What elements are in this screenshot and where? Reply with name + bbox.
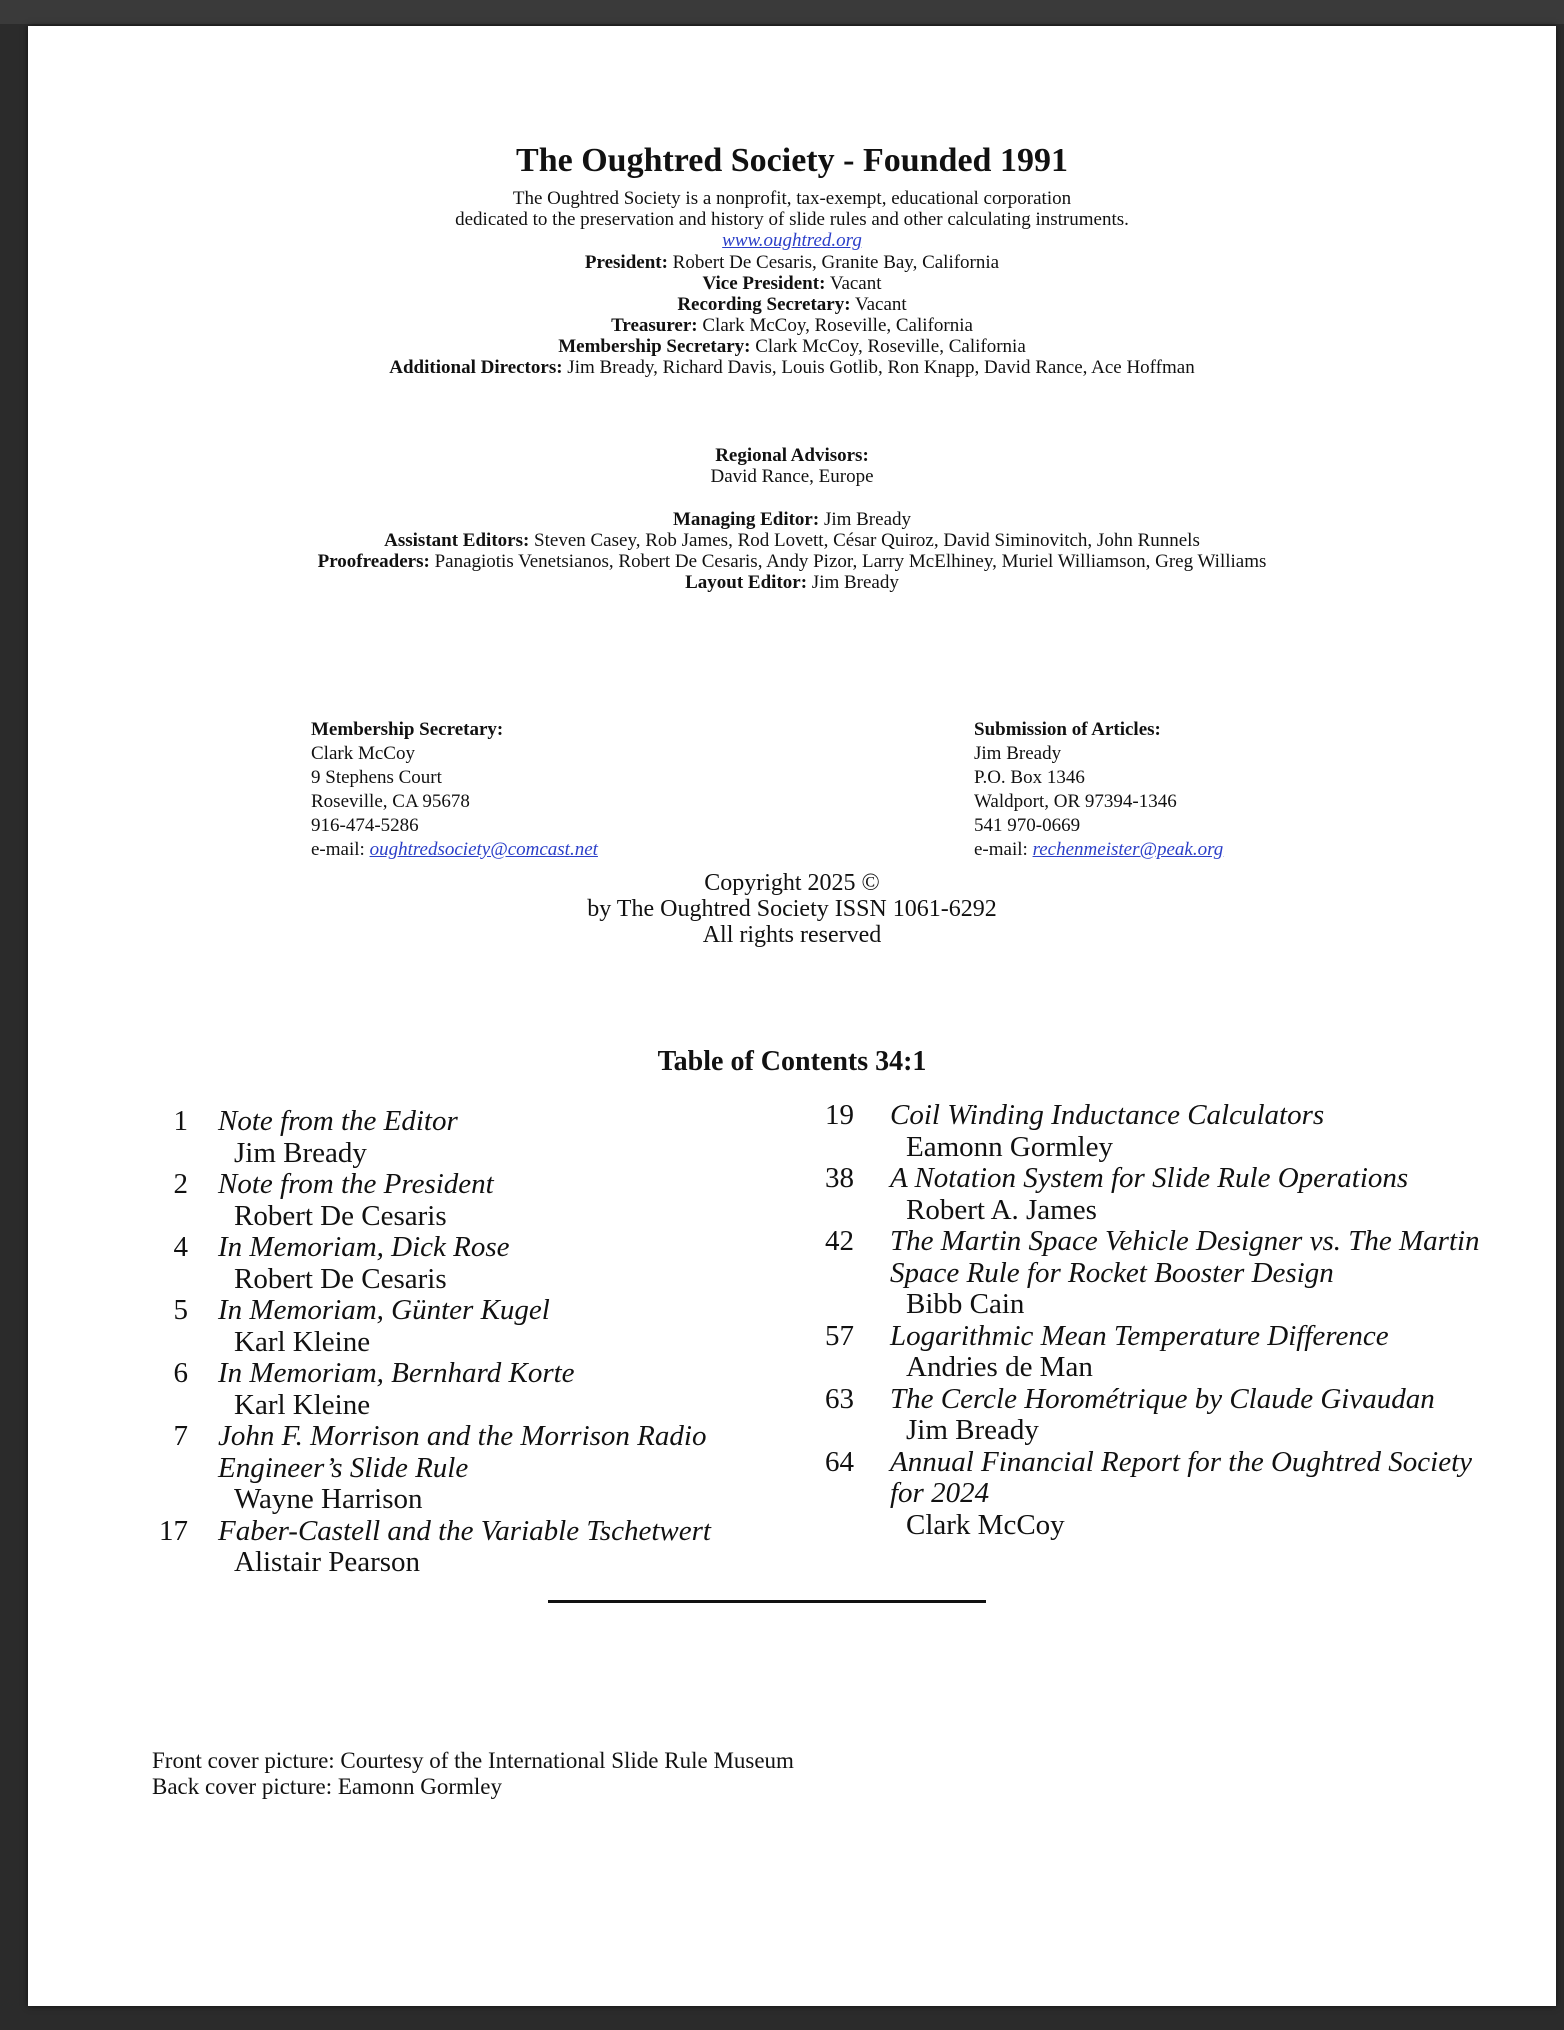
toc-article-author: Alistair Pearson (234, 1546, 421, 1578)
toc-title: Table of Contents 34:1 (657, 1046, 927, 1077)
toc-entry[interactable] (136, 1169, 756, 1232)
toc-article-author: Clark McCoy (906, 1508, 1065, 1541)
editor-row-label: Layout Editor: (685, 572, 808, 593)
submission-heading: Submission of Articles: (974, 719, 1161, 740)
officer-row-label: President: (584, 252, 668, 273)
toc-article-author: Robert De Cesaris (234, 1199, 447, 1232)
toc-article-author: Wayne Harrison (234, 1483, 423, 1515)
toc-article-title: The Martin Space Vehicle Designer vs. The Martin Space Rule for Rocket Booster Design (890, 1225, 1480, 1289)
officer-row (28, 357, 1556, 378)
page-title: The Oughtred Society - Founded 1991 (516, 142, 1068, 179)
viewer-top-bar (0, 0, 1564, 24)
toc-article-author: Jim Bready (906, 1414, 1039, 1446)
toc-page-number: 6 (173, 1357, 188, 1389)
society-description (28, 188, 1556, 251)
toc-article-title: In Memoriam, Bernhard Korte (218, 1357, 575, 1389)
toc-page-number: 17 (159, 1514, 188, 1547)
officer-row (28, 315, 1556, 336)
toc-page-number: 7 (173, 1420, 188, 1452)
submission-city: Waldport, OR 97394-1346 (974, 791, 1177, 812)
toc-entry[interactable] (812, 1384, 1492, 1447)
officer-row-label: Treasurer: (611, 315, 698, 336)
editor-row-label: Proofreaders: (317, 551, 430, 572)
copyright-line-2: by The Oughtred Society ISSN 1061-6292 (587, 896, 997, 922)
membership-phone: 916-474-5286 (311, 815, 419, 836)
toc-page-number: 42 (825, 1225, 854, 1257)
officer-row (28, 294, 1556, 315)
advisors-value: David Rance, Europe (710, 466, 874, 487)
editor-row-value: Panagiotis Venetsianos, Robert De Cesaris, Andy Pizor, Larry McElhiney, Muriel Williamson, Greg Williams (434, 551, 1267, 572)
officer-row-value: Clark McCoy, Roseville, California (702, 315, 973, 336)
toc-entry[interactable] (812, 1100, 1492, 1163)
toc-article-title: In Memoriam, Günter Kugel (218, 1294, 550, 1326)
toc-article-title: Note from the Editor (218, 1105, 458, 1137)
toc-page-number: 5 (173, 1294, 188, 1326)
toc-page-number: 38 (825, 1162, 854, 1194)
toc-page-number: 63 (825, 1382, 854, 1415)
submission-contact (974, 718, 1223, 862)
editor-row (28, 572, 1556, 593)
officer-row-value: Jim Bready, Richard Davis, Louis Gotlib, Ron Knapp, David Rance, Ace Hoffman (567, 357, 1195, 378)
toc-article-author: Robert A. James (906, 1193, 1097, 1226)
submission-email-link[interactable]: rechenmeister@peak.org (1032, 839, 1224, 860)
membership-street: 9 Stephens Court (311, 767, 442, 788)
officer-row (28, 252, 1556, 273)
officer-row-value: Clark McCoy, Roseville, California (755, 336, 1026, 357)
toc-article-title: A Notation System for Slide Rule Operations (890, 1162, 1409, 1194)
membership-city: Roseville, CA 95678 (311, 791, 470, 812)
toc-page-number: 64 (825, 1445, 854, 1478)
toc-page-number: 4 (173, 1231, 188, 1263)
officer-row-value: Vacant (829, 273, 882, 294)
toc-page-number: 57 (825, 1319, 854, 1352)
copyright-block (28, 870, 1556, 948)
editor-row-label: Managing Editor: (672, 509, 820, 530)
toc-page-number: 2 (173, 1168, 188, 1200)
toc-entry[interactable] (136, 1516, 756, 1579)
toc-entry[interactable] (812, 1226, 1492, 1321)
officer-row (28, 336, 1556, 357)
editor-row (28, 509, 1556, 530)
description-line-1: The Oughtred Society is a nonprofit, tax-exempt, educational corporation (512, 188, 1072, 209)
editor-row (28, 551, 1556, 572)
editor-row (28, 530, 1556, 551)
officer-row-label: Membership Secretary: (558, 336, 751, 357)
regional-advisors (28, 445, 1556, 487)
toc-article-author: Jim Bready (234, 1136, 367, 1169)
toc-article-author: Bibb Cain (906, 1288, 1025, 1320)
toc-page-number: 1 (173, 1105, 188, 1137)
officer-row (28, 273, 1556, 294)
toc-entry[interactable] (136, 1295, 756, 1358)
toc-entry[interactable] (136, 1232, 756, 1295)
advisors-label: Regional Advisors: (715, 445, 869, 466)
toc-page-number: 19 (825, 1099, 854, 1131)
toc-entry[interactable] (812, 1321, 1492, 1384)
toc-entry[interactable] (812, 1447, 1492, 1542)
toc-entry[interactable] (812, 1163, 1492, 1226)
editor-row-value: Jim Bready (823, 509, 912, 530)
submission-phone: 541 970-0669 (974, 815, 1081, 836)
toc-right-column (812, 1100, 1492, 1541)
divider-rule (548, 1600, 986, 1603)
toc-left-column (136, 1106, 756, 1579)
membership-email-label: e-mail: (311, 839, 370, 860)
back-cover-credit: Back cover picture: Eamonn Gormley (152, 1774, 502, 1799)
toc-article-title: Coil Winding Inductance Calculators (890, 1099, 1325, 1131)
editor-row-value: Steven Casey, Rob James, Rod Lovett, César Quiroz, David Siminovitch, John Runnels (534, 530, 1200, 551)
officer-row-value: Vacant (854, 294, 907, 315)
editor-row-value: Jim Bready (811, 572, 899, 593)
copyright-line-1: Copyright 2025 © (704, 870, 880, 896)
copyright-line-3: All rights reserved (702, 922, 882, 948)
description-line-2: dedicated to the preservation and history of slide rules and other calculating instruments. (455, 209, 1129, 230)
officer-row-value: Robert De Cesaris, Granite Bay, California (672, 252, 1000, 273)
toc-article-title: In Memoriam, Dick Rose (218, 1231, 510, 1263)
editor-row-label: Assistant Editors: (384, 530, 530, 551)
toc-entry[interactable] (136, 1421, 756, 1516)
officer-row-label: Additional Directors: (389, 357, 563, 378)
officer-row-label: Vice President: (702, 273, 826, 294)
toc-article-author: Andries de Man (906, 1351, 1093, 1383)
membership-email-link[interactable]: oughtredsociety@comcast.net (369, 839, 598, 860)
website-link[interactable]: www.oughtred.org (722, 230, 862, 251)
toc-article-title: Logarithmic Mean Temperature Difference (890, 1319, 1389, 1352)
front-cover-credit: Front cover picture: Courtesy of the International Slide Rule Museum (152, 1748, 794, 1773)
membership-heading: Membership Secretary: (311, 719, 504, 740)
cover-credits (152, 1748, 794, 1800)
submission-email-label: e-mail: (974, 839, 1033, 860)
toc-entry[interactable] (136, 1106, 756, 1169)
officer-row-label: Recording Secretary: (677, 294, 851, 315)
membership-contact (311, 718, 598, 862)
submission-name: Jim Bready (974, 743, 1062, 764)
toc-article-title: Annual Financial Report for the Oughtred Society for 2024 (890, 1445, 1473, 1509)
toc-article-author: Eamonn Gormley (906, 1130, 1113, 1163)
submission-street: P.O. Box 1346 (974, 767, 1085, 788)
toc-article-title: Faber-Castell and the Variable Tschetwert (218, 1514, 711, 1547)
toc-article-author: Karl Kleine (234, 1388, 371, 1421)
toc-article-title: Note from the President (218, 1168, 494, 1200)
toc-article-title: John F. Morrison and the Morrison Radio Engineer’s Slide Rule (218, 1420, 707, 1484)
document-page (28, 26, 1556, 2006)
toc-article-author: Karl Kleine (234, 1325, 371, 1358)
toc-entry[interactable] (136, 1358, 756, 1421)
toc-article-title: The Cercle Horométrique by Claude Givaudan (890, 1382, 1435, 1415)
officers-list (28, 252, 1556, 378)
editors-list (28, 509, 1556, 593)
membership-name: Clark McCoy (311, 743, 415, 764)
toc-article-author: Robert De Cesaris (234, 1262, 447, 1295)
